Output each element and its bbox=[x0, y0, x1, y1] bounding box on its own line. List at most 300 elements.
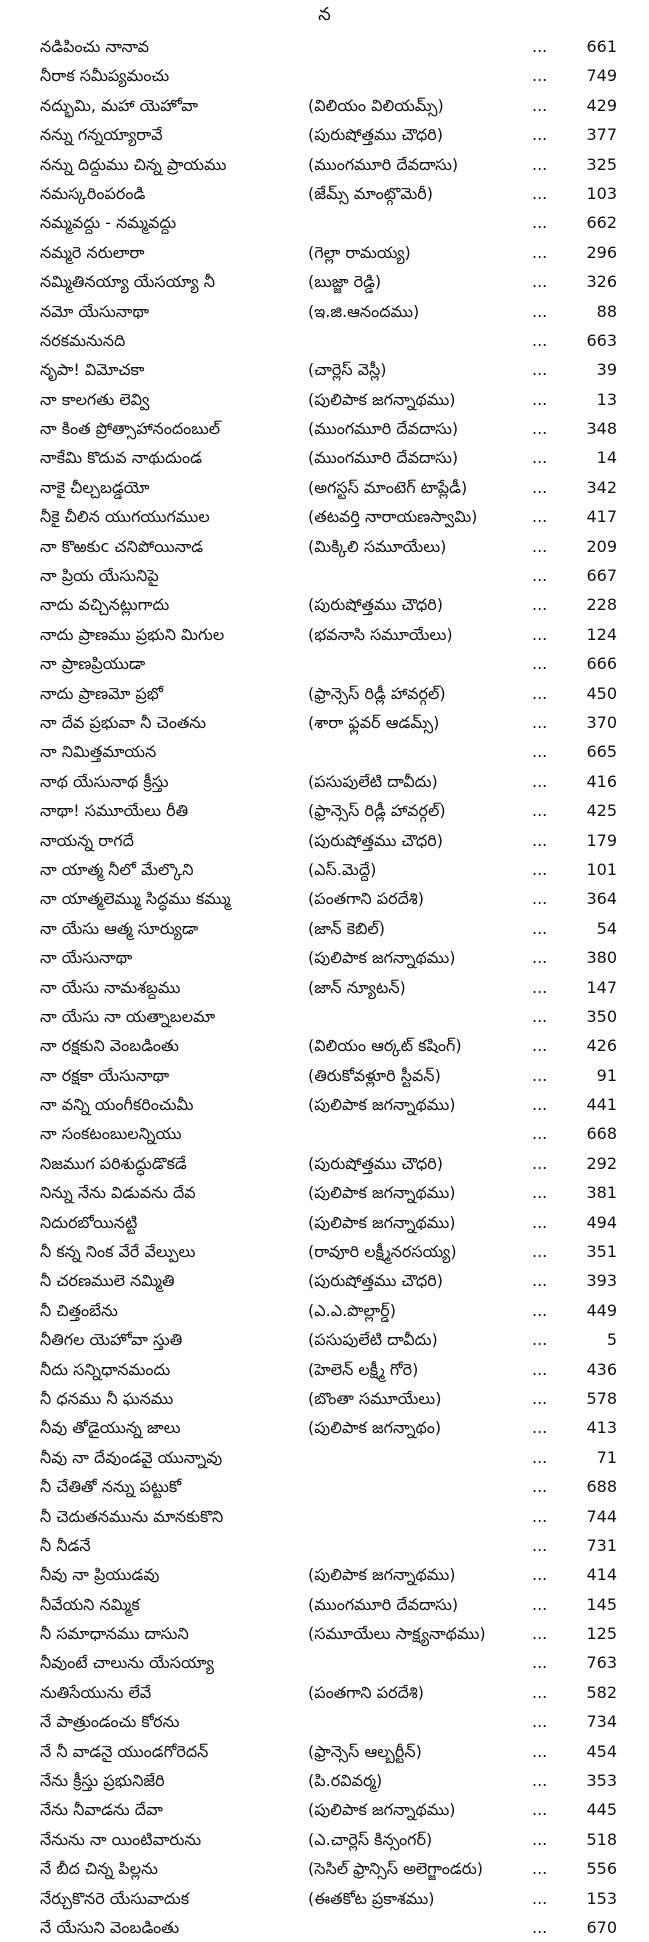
index-entry[interactable] bbox=[0, 1502, 649, 1531]
hymn-title: నీ సమాధానము దాసుని bbox=[40, 1624, 189, 1644]
page-number: 153 bbox=[586, 1888, 617, 1908]
page-number: 91 bbox=[596, 1065, 617, 1085]
index-entry[interactable] bbox=[0, 414, 649, 443]
leader-dots: ... bbox=[532, 389, 548, 409]
leader-dots: ... bbox=[532, 330, 548, 350]
hymn-title: నాకేమి కొదువ నాథుదుండ bbox=[40, 448, 202, 468]
leader-dots: ... bbox=[532, 1183, 548, 1203]
page-number: 665 bbox=[586, 742, 617, 762]
hymn-title: నిన్ను నేను విడువను దేవ bbox=[40, 1183, 196, 1203]
hymn-author: (పురుషోత్తము చౌధరి) bbox=[308, 830, 444, 850]
page-number: 125 bbox=[586, 1624, 617, 1644]
leader-dots: ... bbox=[532, 1741, 548, 1761]
page-number: 670 bbox=[586, 1918, 617, 1937]
leader-dots: ... bbox=[532, 771, 548, 791]
page-number: 370 bbox=[586, 712, 617, 732]
index-entry[interactable] bbox=[0, 1884, 649, 1913]
page-number: 556 bbox=[586, 1859, 617, 1879]
page-number: 436 bbox=[586, 1359, 617, 1379]
hymn-title: నా యాత్మ నీలో మేల్కొని bbox=[40, 859, 194, 879]
leader-dots: ... bbox=[532, 1330, 548, 1350]
hymn-title: నీవు నా ప్రియుడవు bbox=[40, 1565, 160, 1585]
hymn-title: నీ చిత్తంబేను bbox=[40, 1300, 118, 1320]
hymn-title: నిదురబోయినట్టి bbox=[40, 1212, 138, 1232]
hymn-title: నా ప్రాణప్రియుడా bbox=[40, 654, 146, 674]
hymn-author: (పంతగాని పరదేశి) bbox=[308, 1682, 424, 1702]
page-number: 429 bbox=[586, 95, 617, 115]
hymn-author: (హెలెన్ లక్ష్మీ గోరె) bbox=[308, 1359, 419, 1379]
hymn-title: నీకై చీలిన యుగయుగముల bbox=[40, 507, 210, 527]
page-number: 578 bbox=[586, 1388, 617, 1408]
hymn-author: (మిక్కిలి సమూయేలు) bbox=[308, 536, 447, 556]
hymn-author: (పురుషోత్తము చౌధరి) bbox=[308, 595, 444, 615]
hymn-title: నాకై చీల్చబడ్డయో bbox=[40, 477, 150, 497]
index-entry[interactable] bbox=[0, 767, 649, 796]
index-entry[interactable] bbox=[0, 1384, 649, 1413]
page-number: 5 bbox=[606, 1330, 617, 1350]
page-number: 88 bbox=[596, 301, 617, 321]
leader-dots: ... bbox=[532, 977, 548, 997]
hymn-author: (పులిపాక జగన్నాథము) bbox=[308, 1183, 456, 1203]
page-number: 364 bbox=[586, 889, 617, 909]
index-entry[interactable] bbox=[0, 1178, 649, 1207]
page-number: 39 bbox=[596, 360, 617, 380]
hymn-author: (గెల్లా రామయ్య) bbox=[308, 242, 411, 262]
index-entry[interactable] bbox=[0, 32, 649, 61]
leader-dots: ... bbox=[532, 1242, 548, 1262]
index-entry[interactable] bbox=[0, 826, 649, 855]
leader-dots: ... bbox=[532, 1712, 548, 1732]
hymn-author: (పి.రవివర్మ) bbox=[308, 1771, 383, 1791]
page-number: 688 bbox=[586, 1477, 617, 1497]
index-entry[interactable] bbox=[0, 267, 649, 296]
index-entry[interactable] bbox=[0, 796, 649, 825]
leader-dots: ... bbox=[532, 1918, 548, 1937]
index-entry[interactable] bbox=[0, 1266, 649, 1295]
index-entry[interactable] bbox=[0, 1031, 649, 1060]
page-number: 454 bbox=[586, 1741, 617, 1761]
index-entry[interactable] bbox=[0, 1237, 649, 1266]
page-number: 350 bbox=[586, 1006, 617, 1026]
hymn-title: నాయన్న రాగదే bbox=[40, 830, 134, 850]
index-entry[interactable] bbox=[0, 1531, 649, 1560]
leader-dots: ... bbox=[532, 1359, 548, 1379]
page-number: 179 bbox=[586, 830, 617, 850]
leader-dots: ... bbox=[532, 1388, 548, 1408]
hymn-author: (జాన్ కెబిల్) bbox=[308, 918, 385, 938]
hymn-author: (ముంగమూరి దేవదాసు) bbox=[308, 419, 459, 439]
page-number: 228 bbox=[586, 595, 617, 615]
hymn-title: నే పాత్రుండంచు కోరను bbox=[40, 1712, 180, 1732]
hymn-author: (ఫ్రాన్సెస్ రిడ్లీ హావర్గల్) bbox=[308, 801, 446, 821]
index-entry[interactable] bbox=[0, 208, 649, 237]
leader-dots: ... bbox=[532, 1829, 548, 1849]
page-number: 425 bbox=[586, 801, 617, 821]
hymn-title: నా సంకటంబులన్నియు bbox=[40, 1124, 182, 1144]
leader-dots: ... bbox=[532, 830, 548, 850]
page-number: 103 bbox=[586, 183, 617, 203]
leader-dots: ... bbox=[532, 566, 548, 586]
leader-dots: ... bbox=[532, 801, 548, 821]
hymn-title: నా ప్రియ యేసునిపై bbox=[40, 566, 159, 586]
hymn-author: (పంతగాని పరదేశి) bbox=[308, 889, 424, 909]
leader-dots: ... bbox=[532, 859, 548, 879]
leader-dots: ... bbox=[532, 1565, 548, 1585]
index-entry[interactable] bbox=[0, 1296, 649, 1325]
hymn-title: నాదు ప్రాణము ప్రభుని మిగుల bbox=[40, 624, 225, 644]
page-number: 413 bbox=[586, 1418, 617, 1438]
leader-dots: ... bbox=[532, 595, 548, 615]
hymn-author: (చార్లెస్ వెస్లీ) bbox=[308, 360, 387, 380]
index-entry[interactable] bbox=[0, 737, 649, 766]
index-entry[interactable] bbox=[0, 1619, 649, 1648]
page-number: 326 bbox=[586, 272, 617, 292]
hymn-title: నీవు నా దేవుండవై యున్నావు bbox=[40, 1447, 223, 1467]
index-entry[interactable] bbox=[0, 1648, 649, 1677]
hymn-title: నమో యేసునాథా bbox=[40, 301, 149, 321]
hymn-author: (ఫ్రాన్సెస్ ఆల్బర్టీన్) bbox=[308, 1741, 422, 1761]
page-number: 749 bbox=[586, 66, 617, 86]
leader-dots: ... bbox=[532, 948, 548, 968]
leader-dots: ... bbox=[532, 1477, 548, 1497]
hymn-title: నా యేసు నామశబ్దము bbox=[40, 977, 181, 997]
hymn-author: (విలియం ఆర్కట్ కషింగ్) bbox=[308, 1036, 462, 1056]
hymn-title: నుతిసేయును లేవే bbox=[40, 1682, 152, 1702]
hymn-author: (పులిపాక జగన్నాథం) bbox=[308, 1418, 442, 1438]
index-entry[interactable] bbox=[0, 91, 649, 120]
page-number: 416 bbox=[586, 771, 617, 791]
page-number: 71 bbox=[596, 1447, 617, 1467]
hymn-title: నా దేవ ప్రభువా నీ చెంతను bbox=[40, 712, 207, 732]
hymn-author: (తిరుకోవళ్లూరి స్టీవన్) bbox=[308, 1065, 441, 1085]
hymn-title: నరకమనునది bbox=[40, 330, 126, 350]
index-entry[interactable] bbox=[0, 649, 649, 678]
page-number: 145 bbox=[586, 1594, 617, 1614]
hymn-title: నాదు వచ్చినట్లుగాదు bbox=[40, 595, 170, 615]
hymn-title: నమస్కరింపరండి bbox=[40, 183, 146, 203]
hymn-title: నీవేయని నమ్మిక bbox=[40, 1594, 140, 1614]
hymn-title: నీ నీడనే bbox=[40, 1535, 91, 1555]
page-number: 445 bbox=[586, 1800, 617, 1820]
page-number: 441 bbox=[586, 1095, 617, 1115]
hymn-title: నా రక్షకా యేసునాథా bbox=[40, 1065, 170, 1085]
index-entry[interactable] bbox=[0, 943, 649, 972]
page-number: 450 bbox=[586, 683, 617, 703]
hymn-author: (పులిపాక జగన్నాథము) bbox=[308, 1095, 456, 1115]
index-entry[interactable] bbox=[0, 1443, 649, 1472]
index-entry[interactable] bbox=[0, 1119, 649, 1148]
leader-dots: ... bbox=[532, 1418, 548, 1438]
hymn-title: నీ చేతితో నన్ను పట్టుకో bbox=[40, 1477, 182, 1497]
index-entry[interactable] bbox=[0, 1325, 649, 1354]
leader-dots: ... bbox=[532, 1682, 548, 1702]
page-number: 296 bbox=[586, 242, 617, 262]
index-entry[interactable] bbox=[0, 297, 649, 326]
hymn-title: నీవు తోడైయున్న జాలు bbox=[40, 1418, 181, 1438]
leader-dots: ... bbox=[532, 1300, 548, 1320]
hymn-title: నేర్చుకొనరె యేసువాదుక bbox=[40, 1888, 190, 1908]
page-number: 14 bbox=[596, 448, 617, 468]
leader-dots: ... bbox=[532, 477, 548, 497]
hymn-title: నన్ను గన్నయ్యారావే bbox=[40, 125, 163, 145]
hymn-author: (ముంగమూరి దేవదాసు) bbox=[308, 1594, 459, 1614]
leader-dots: ... bbox=[532, 272, 548, 292]
index-entry[interactable] bbox=[0, 238, 649, 267]
leader-dots: ... bbox=[532, 1271, 548, 1291]
leader-dots: ... bbox=[532, 154, 548, 174]
hymn-author: (భవనాసి సమూయేలు) bbox=[308, 624, 453, 644]
hymn-author: (ఇ.జి.ఆనందము) bbox=[308, 301, 420, 321]
hymn-author: (బుజ్జా రెడ్డి) bbox=[308, 272, 382, 292]
hymn-author: (పులిపాక జగన్నాథము) bbox=[308, 1800, 456, 1820]
hymn-title: నా యేసునాథా bbox=[40, 948, 133, 968]
hymn-title: నీ చరణములె నమ్మితి bbox=[40, 1271, 175, 1291]
page-number: 731 bbox=[586, 1535, 617, 1555]
index-entry[interactable] bbox=[0, 1854, 649, 1883]
hymn-title: నీవుంటే చాలును యేసయ్యా bbox=[40, 1653, 214, 1673]
hymn-author: (బొంతా సమూయేలు) bbox=[308, 1388, 442, 1408]
leader-dots: ... bbox=[532, 507, 548, 527]
hymn-title: నే యేసుని వెంబడింతు bbox=[40, 1918, 180, 1937]
page-number: 54 bbox=[596, 918, 617, 938]
page-number: 209 bbox=[586, 536, 617, 556]
hymn-title: నేను నీవాడను దేవా bbox=[40, 1800, 163, 1820]
index-entry[interactable] bbox=[0, 679, 649, 708]
index-entry[interactable] bbox=[0, 473, 649, 502]
hymn-title: నడిపించు నానావ bbox=[40, 37, 149, 56]
leader-dots: ... bbox=[532, 1153, 548, 1173]
index-entry[interactable] bbox=[0, 120, 649, 149]
hymn-author: (పురుషోత్తము చౌధరి) bbox=[308, 1153, 444, 1173]
index-entry[interactable] bbox=[0, 1061, 649, 1090]
page-number: 494 bbox=[586, 1212, 617, 1232]
hymn-title: నా రక్షకుని వెంబడింతు bbox=[40, 1036, 179, 1056]
page-number: 13 bbox=[596, 389, 617, 409]
leader-dots: ... bbox=[532, 1594, 548, 1614]
hymn-author: (శారా ఫ్లవర్ ఆడమ్స్) bbox=[308, 712, 440, 732]
leader-dots: ... bbox=[532, 213, 548, 233]
section-letter-heading: న bbox=[318, 4, 331, 25]
index-entry[interactable] bbox=[0, 1002, 649, 1031]
leader-dots: ... bbox=[532, 95, 548, 115]
page-number: 348 bbox=[586, 419, 617, 439]
index-entry[interactable] bbox=[0, 532, 649, 561]
hymn-title: నా యేసు నా యత్నాబలమా bbox=[40, 1006, 216, 1026]
leader-dots: ... bbox=[532, 1800, 548, 1820]
hymn-author: (రావూరి లక్ష్మీనరసయ్య) bbox=[308, 1242, 457, 1262]
leader-dots: ... bbox=[532, 889, 548, 909]
index-entry[interactable] bbox=[0, 1413, 649, 1442]
hymn-title: నా యేసు ఆత్మ సూర్యుడా bbox=[40, 918, 199, 938]
hymn-index-list bbox=[0, 32, 649, 1942]
hymn-title: నా కొఱకుc చనిపోయినాడ bbox=[40, 536, 204, 556]
hymn-author: (పులిపాక జగన్నాథము) bbox=[308, 948, 456, 968]
leader-dots: ... bbox=[532, 448, 548, 468]
index-entry[interactable] bbox=[0, 855, 649, 884]
leader-dots: ... bbox=[532, 624, 548, 644]
page-number: 147 bbox=[586, 977, 617, 997]
index-entry[interactable] bbox=[0, 1355, 649, 1384]
index-entry[interactable] bbox=[0, 1766, 649, 1795]
page-number: 449 bbox=[586, 1300, 617, 1320]
leader-dots: ... bbox=[532, 125, 548, 145]
hymn-author: (విలియం విలియమ్స్) bbox=[308, 95, 444, 115]
index-entry[interactable] bbox=[0, 355, 649, 384]
index-entry[interactable] bbox=[0, 708, 649, 737]
hymn-author: (సమూయేలు సాక్ష్యనాథము) bbox=[308, 1624, 486, 1644]
index-entry[interactable] bbox=[0, 1737, 649, 1766]
hymn-author: (ఫ్రాన్సెస్ రిడ్లీ హావర్గల్) bbox=[308, 683, 446, 703]
index-entry[interactable] bbox=[0, 1825, 649, 1854]
index-entry[interactable] bbox=[0, 326, 649, 355]
page-number: 667 bbox=[586, 566, 617, 586]
index-entry[interactable] bbox=[0, 620, 649, 649]
page-number: 377 bbox=[586, 125, 617, 145]
hymn-title: నా నిమిత్తమాయన bbox=[40, 742, 157, 762]
hymn-title: నీ ధనము నీ ఘనము bbox=[40, 1388, 174, 1408]
hymn-title: నాథా! సమూయేలు రీతి bbox=[40, 801, 189, 821]
page-number: 351 bbox=[586, 1242, 617, 1262]
hymn-title: నే బీద చిన్న పిల్లను bbox=[40, 1859, 158, 1879]
index-entry[interactable] bbox=[0, 1560, 649, 1589]
hymn-author: (జాన్ న్యూటన్) bbox=[308, 977, 406, 997]
leader-dots: ... bbox=[532, 683, 548, 703]
leader-dots: ... bbox=[532, 1859, 548, 1879]
hymn-title: నద్భుమి, మహా యెహోవా bbox=[40, 95, 199, 115]
index-entry[interactable] bbox=[0, 973, 649, 1002]
leader-dots: ... bbox=[532, 183, 548, 203]
hymn-author: (ముంగమూరి దేవదాసు) bbox=[308, 448, 459, 468]
leader-dots: ... bbox=[532, 419, 548, 439]
page-number: 763 bbox=[586, 1653, 617, 1673]
leader-dots: ... bbox=[532, 918, 548, 938]
index-entry[interactable] bbox=[0, 1208, 649, 1237]
page-number: 734 bbox=[586, 1712, 617, 1732]
page-number: 661 bbox=[586, 37, 617, 56]
hymn-author: (తటవర్తి నారాయణస్వామి) bbox=[308, 507, 478, 527]
hymn-title: నాథ యేసునాథ క్రీస్తు bbox=[40, 771, 169, 791]
leader-dots: ... bbox=[532, 1506, 548, 1526]
leader-dots: ... bbox=[532, 37, 548, 56]
hymn-title: నేను క్రీస్తు ప్రభునిజేరి bbox=[40, 1771, 165, 1791]
index-entry[interactable] bbox=[0, 1590, 649, 1619]
hymn-title: నా వన్ని యంగీకరించుమీ bbox=[40, 1095, 194, 1115]
hymn-author: (పురుషోత్తము చౌధరి) bbox=[308, 1271, 444, 1291]
index-entry[interactable] bbox=[0, 1472, 649, 1501]
leader-dots: ... bbox=[532, 301, 548, 321]
leader-dots: ... bbox=[532, 1447, 548, 1467]
hymn-author: (పసుపులేటి దావీదు) bbox=[308, 771, 438, 791]
leader-dots: ... bbox=[532, 360, 548, 380]
leader-dots: ... bbox=[532, 1006, 548, 1026]
hymn-title: నీరాక సమీప్యమంచు bbox=[40, 66, 170, 86]
hymn-author: (ఎస్.మెద్దే) bbox=[308, 859, 377, 879]
hymn-title: నమ్మితినయ్యా యేసయ్యా నీ bbox=[40, 272, 215, 292]
hymn-title: నీదు సన్నిధానమందు bbox=[40, 1359, 171, 1379]
hymn-title: నే నీ వాడనై యుండగోరెదన్ bbox=[40, 1741, 209, 1761]
hymn-title: నా కింత ప్రోత్సాహానందంబుల్ bbox=[40, 419, 221, 439]
hymn-title: నీతిగల యెహోవా స్తుతి bbox=[40, 1330, 183, 1350]
index-entry[interactable] bbox=[0, 914, 649, 943]
hymn-author: (సెసిల్ ఫ్రాన్సిస్ అలెగ్జాండరు) bbox=[308, 1859, 484, 1879]
page-number: 380 bbox=[586, 948, 617, 968]
hymn-title: నిజముగ పరిశుద్ధుడొకడే bbox=[40, 1153, 187, 1173]
hymn-title: నన్ను దిద్దుము చిన్న ప్రాయము bbox=[40, 154, 227, 174]
hymn-author: (పులిపాక జగన్నాథము) bbox=[308, 1565, 456, 1585]
index-entry[interactable] bbox=[0, 150, 649, 179]
leader-dots: ... bbox=[532, 742, 548, 762]
index-entry[interactable] bbox=[0, 1795, 649, 1824]
index-entry[interactable] bbox=[0, 179, 649, 208]
hymn-title: నమ్మరె నరులారా bbox=[40, 242, 145, 262]
index-entry[interactable] bbox=[0, 590, 649, 619]
page-number: 325 bbox=[586, 154, 617, 174]
index-entry[interactable] bbox=[0, 443, 649, 472]
hymn-author: (పులిపాక జగన్నాథము) bbox=[308, 1212, 456, 1232]
index-entry[interactable] bbox=[0, 502, 649, 531]
leader-dots: ... bbox=[532, 66, 548, 86]
leader-dots: ... bbox=[532, 1888, 548, 1908]
leader-dots: ... bbox=[532, 712, 548, 732]
index-entry[interactable] bbox=[0, 561, 649, 590]
hymn-author: (ఈతకోట ప్రకాశము) bbox=[308, 1888, 435, 1908]
index-entry[interactable] bbox=[0, 61, 649, 90]
leader-dots: ... bbox=[532, 1535, 548, 1555]
hymn-title: నమ్మవద్దు - నమ్మవద్దు bbox=[40, 213, 177, 233]
page-number: 666 bbox=[586, 654, 617, 674]
index-entry[interactable] bbox=[0, 1678, 649, 1707]
leader-dots: ... bbox=[532, 536, 548, 556]
leader-dots: ... bbox=[532, 1771, 548, 1791]
hymn-title: నేనును నా యింటివారును bbox=[40, 1829, 202, 1849]
index-entry[interactable] bbox=[0, 385, 649, 414]
page-number: 744 bbox=[586, 1506, 617, 1526]
hymn-title: నృపా! విమోచకా bbox=[40, 360, 145, 380]
index-entry[interactable] bbox=[0, 1090, 649, 1119]
page-number: 292 bbox=[586, 1153, 617, 1173]
hymn-author: (ముంగమూరి దేవదాసు) bbox=[308, 154, 459, 174]
page-number: 417 bbox=[586, 507, 617, 527]
page-number: 518 bbox=[586, 1829, 617, 1849]
hymn-title: నీ కన్న నింక వేరే వేల్పులు bbox=[40, 1242, 196, 1262]
leader-dots: ... bbox=[532, 654, 548, 674]
hymn-author: (పురుషోత్తము చౌధరి) bbox=[308, 125, 444, 145]
hymn-author: (ఎ.ఎ.పొల్లార్డ్) bbox=[308, 1300, 396, 1320]
hymn-title: నా కాలగతు లెవ్వి bbox=[40, 389, 150, 409]
page-number: 101 bbox=[586, 859, 617, 879]
hymn-author: (జేమ్స్ మాంట్గొమెరీ) bbox=[308, 183, 434, 203]
index-entry[interactable] bbox=[0, 884, 649, 913]
page-number: 124 bbox=[586, 624, 617, 644]
hymn-author: (పులిపాక జగన్నాథము) bbox=[308, 389, 456, 409]
hymn-title: నాదు ప్రాణమో ప్రభో bbox=[40, 683, 164, 703]
page-number: 353 bbox=[586, 1771, 617, 1791]
page-number: 393 bbox=[586, 1271, 617, 1291]
leader-dots: ... bbox=[532, 1065, 548, 1085]
page-number: 414 bbox=[586, 1565, 617, 1585]
index-entry[interactable] bbox=[0, 1913, 649, 1942]
hymn-author: (పసుపులేటి దావీదు) bbox=[308, 1330, 438, 1350]
leader-dots: ... bbox=[532, 1212, 548, 1232]
hymn-author: (అగస్టస్ మాంటెగ్ టాప్లేడీ) bbox=[308, 477, 468, 497]
page-number: 342 bbox=[586, 477, 617, 497]
index-entry[interactable] bbox=[0, 1707, 649, 1736]
leader-dots: ... bbox=[532, 1624, 548, 1644]
leader-dots: ... bbox=[532, 242, 548, 262]
leader-dots: ... bbox=[532, 1653, 548, 1673]
index-entry[interactable] bbox=[0, 1149, 649, 1178]
page-number: 582 bbox=[586, 1682, 617, 1702]
